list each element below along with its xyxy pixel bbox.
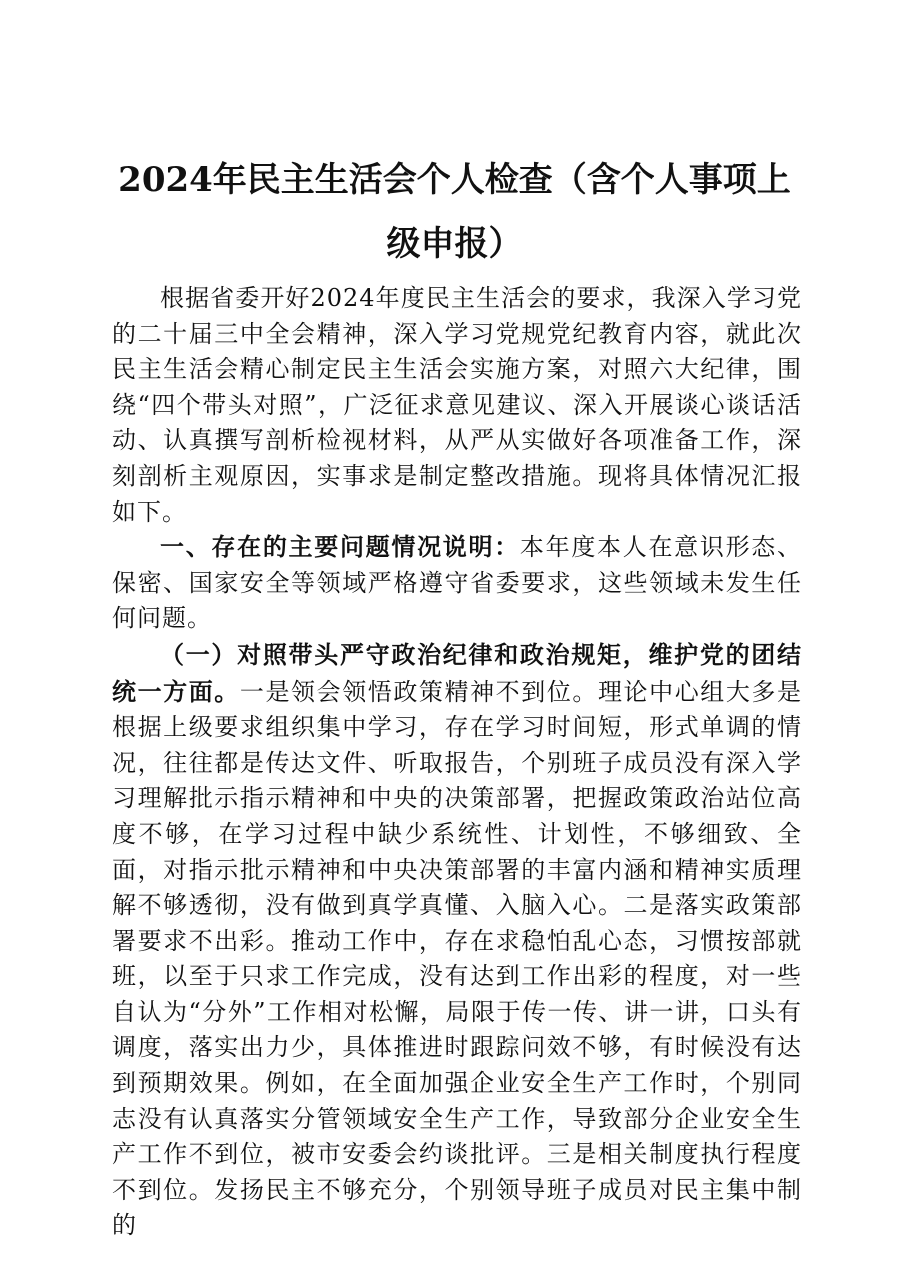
political-discipline-paragraph [112, 637, 802, 1244]
document-body [112, 281, 802, 1244]
intro-paragraph-text: 根据省委开好2024年度民主生活会的要求，我深入学习党的二十届三中全会精神，深入学习党规党纪教育内容，就此次民主生活会精心制定民主生活会实施方案，对照六大纪律，围绕“四个带头对照”，广泛征求意见建议、深入开展谈心谈话活动、认真撰写剖析检视材料，从严从实做好各项准备工作，深刻剖析主观原因，实事求是制定整改措施。现将具体情况汇报如下。 [112, 284, 802, 526]
intro-paragraph [112, 281, 802, 530]
political-discipline-text: 一是领会领悟政策精神不到位。理论中心组大多是根据上级要求组织集中学习，存在学习时间短，形式单调的情况，往往都是传达文件、听取报告，个别班子成员没有深入学习理解批示指示精神和中央的决策部署，把握政策政治站位高度不够，在学习过程中缺少系统性、计划性，不够细致、全面，对指示批示精神和中央决策部署的丰富内涵和精神实质理解不够透彻，没有做到真学真懂、入脑入心。二是落实政策部署要求不出彩。推动工作中，存在求稳怕乱心态，习惯按部就班，以至于只求工作完成，没有达到工作出彩的程度，对一些自认为“分外”工作相对松懈，局限于传一传、讲一讲，口头有调度，落实出力少，具体推进时跟踪问效不够，有时候没有达到预期效果。例如，在全面加强企业安全生产工作时，个别同志没有认真落实分管领域安全生产工作，导致部分企业安全生产工作不到位，被市安委会约谈批评。三是相关制度执行程度不到位。发扬民主不够充分，个别领导班子成员对民主集中制的 [112, 677, 803, 1240]
main-problems-heading: 一、存在的主要问题情况说明： [160, 533, 520, 562]
main-problems-text: 本年度本人在意识形态、保密、国家安全等领域严格遵守省委要求，这些领域未发生任何问题。 [112, 533, 803, 633]
political-discipline-heading: （一）对照带头严守政治纪律和政治规矩，维护党的团结统一方面。 [112, 639, 802, 706]
document-title: 2024年民主生活会个人检查（含个人事项上级申报） [118, 160, 791, 264]
main-problems-paragraph [112, 530, 802, 637]
